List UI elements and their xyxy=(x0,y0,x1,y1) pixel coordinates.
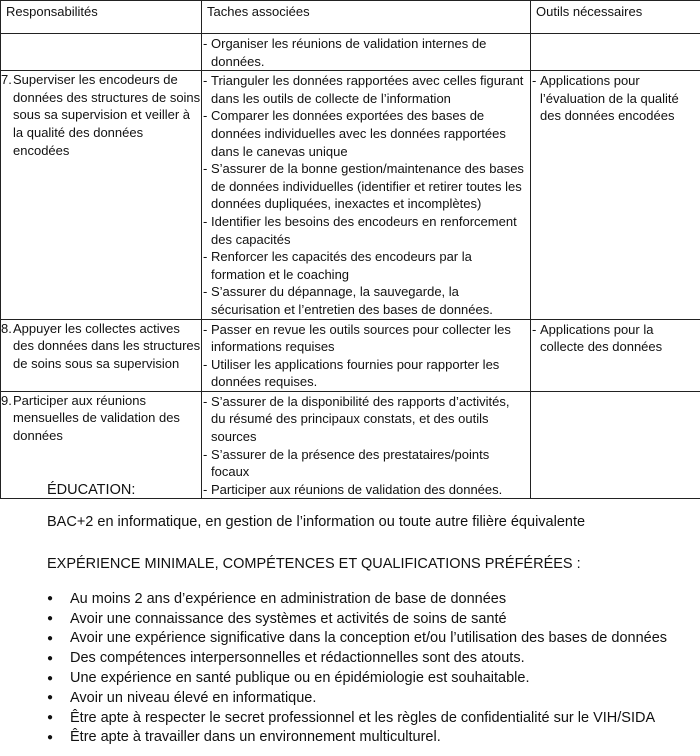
list-item: ● Avoir une expérience significative dans la conception et/ou l’utilisation des bases de données xyxy=(47,630,668,647)
list-item: ● Être apte à respecter le secret professionnel et les règles de confidentialité sur le VIH/SIDA xyxy=(47,709,656,726)
tool-item: - Applications pour la collecte des données xyxy=(532,321,663,355)
list-item: ● Avoir un niveau élevé en informatique. xyxy=(47,689,317,706)
table-row xyxy=(1,34,700,71)
list-item: ● Être apte à travailler dans un environnement multiculturel. xyxy=(47,729,441,746)
header-outils: Outils nécessaires xyxy=(531,1,700,34)
task-item: - Passer en revue les outils sources pour collecter les informations requises xyxy=(203,321,511,355)
task-item: - S’assurer de la bonne gestion/maintenance des bases de données individuelles (identifier et retirer toutes les données dupliquées, inexactes et incomplètes) xyxy=(203,161,524,212)
list-item: ● Avoir une connaissance des systèmes et activités de soins de santé xyxy=(47,610,507,627)
tasks-cell xyxy=(202,34,531,71)
experience-heading: EXPÉRIENCE MINIMALE, COMPÉTENCES ET QUALIFICATIONS PRÉFÉRÉES : xyxy=(47,556,581,572)
row-number: 9. xyxy=(1,392,12,408)
task-item: - Identifier les besoins des encodeurs en renforcement des capacités xyxy=(203,213,517,247)
resp-cell xyxy=(1,34,202,71)
tools-cell xyxy=(531,319,700,391)
tasks-cell xyxy=(202,319,531,391)
resp-cell xyxy=(1,319,202,391)
education-heading: ÉDUCATION: xyxy=(47,482,136,498)
task-item: - S’assurer de la disponibilité des rapports d’activités, du résumé des principaux constats, et des outils sources xyxy=(203,393,510,445)
tools-cell xyxy=(531,391,700,499)
tools-cell xyxy=(531,34,700,71)
tools-cell xyxy=(531,71,700,319)
task-item: - Comparer les données exportées des bases de données individuelles avec les données rapportées dans le canevas unique xyxy=(203,108,506,159)
resp-text: Superviser les encodeurs de données des structures de soins sous sa supervision et veiller à la qualité des données encodées xyxy=(13,72,201,158)
header-taches: Taches associées xyxy=(202,1,531,34)
row-number: 7. xyxy=(1,72,12,88)
table-header-row xyxy=(1,1,700,34)
row-number: 8. xyxy=(1,320,12,336)
list-item: ● Des compétences interpersonnelles et rédactionnelles sont des atouts. xyxy=(47,650,525,667)
list-item: ● Une expérience en santé publique ou en épidémiologie est souhaitable. xyxy=(47,670,530,687)
education-text: BAC+2 en informatique, en gestion de l’information ou toute autre filière équivalente xyxy=(47,514,586,530)
header-responsabilites: Responsabilités xyxy=(1,1,202,34)
tasks-cell xyxy=(202,71,531,319)
resp-text: Participer aux réunions mensuelles de validation des données xyxy=(13,392,180,444)
list-item: ● Au moins 2 ans d’expérience en administration de base de données xyxy=(47,590,507,607)
task-item: - Trianguler les données rapportées avec celles figurant dans les outils de collecte de l’information xyxy=(203,73,524,106)
table-row xyxy=(1,319,700,391)
task-item: - S’assurer du dépannage, la sauvegarde, la sécurisation et l’entretien des bases de données. xyxy=(203,284,493,317)
resp-text: Appuyer les collectes actives des données dans les structures de soins sous sa supervision xyxy=(13,320,201,371)
experience-list xyxy=(47,589,667,747)
task-item: - S’assurer de la présence des prestataires/points focaux xyxy=(203,446,490,480)
table-row xyxy=(1,71,700,319)
resp-cell xyxy=(1,71,202,319)
tasks-cell xyxy=(202,391,531,499)
task-item: - Organiser les réunions de validation internes de données. xyxy=(203,36,487,69)
tool-item: - Applications pour l’évaluation de la qualité des données encodées xyxy=(532,73,679,124)
task-item: - Participer aux réunions de validation des données. xyxy=(203,481,503,497)
task-item: - Renforcer les capacités des encodeurs par la formation et le coaching xyxy=(203,249,472,282)
task-item: - Utiliser les applications fournies pour rapporter les données requises. xyxy=(203,356,500,390)
